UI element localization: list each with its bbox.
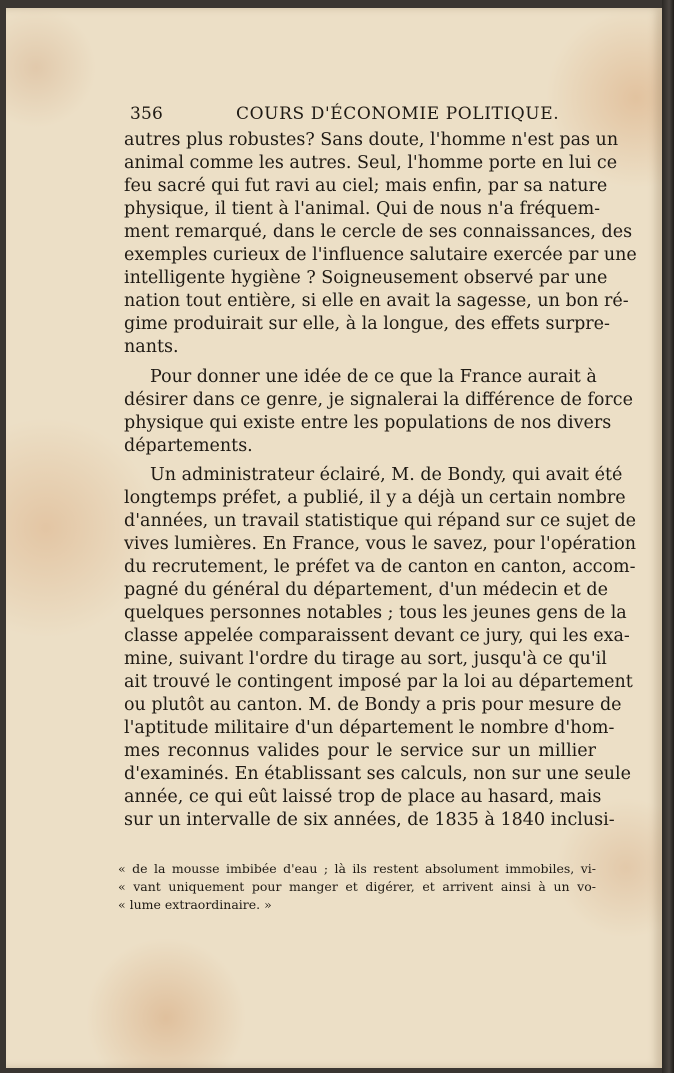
text-line: ait trouvé le contingent imposé par la loi au département bbox=[124, 672, 633, 692]
text-line: quelques personnes notables ; tous les jeunes gens de la bbox=[124, 603, 627, 623]
text-line: d'années, un travail statistique qui répand sur ce sujet de bbox=[124, 511, 637, 531]
page-header bbox=[130, 104, 600, 128]
text-line: d'examinés. En établissant ses calculs, non sur une seule bbox=[124, 764, 632, 784]
book-spine-edge bbox=[662, 0, 674, 1073]
footnote-line: « de la mousse imbibée d'eau ; là ils restent absolument immobiles, vi- bbox=[118, 861, 596, 876]
text-line: mes reconnus valides pour le service sur un millier bbox=[124, 741, 596, 761]
text-line: année, ce qui eût laissé trop de place au hasard, mais bbox=[124, 787, 602, 807]
footnote-line: « vant uniquement pour manger et digérer, et arrivent ainsi à un vo- bbox=[118, 879, 596, 894]
text-line: classe appelée comparaissent devant ce jury, qui les exa- bbox=[124, 626, 630, 646]
text-line: nants. bbox=[124, 337, 179, 357]
text-line: exemples curieux de l'influence salutaire exercée par une bbox=[124, 245, 637, 265]
text-line: sur un intervalle de six années, de 1835 à 1840 inclusi- bbox=[124, 810, 615, 830]
text-line: animal comme les autres. Seul, l'homme porte en lui ce bbox=[124, 153, 618, 173]
text-line: l'aptitude militaire d'un département le nombre d'hom- bbox=[124, 718, 615, 738]
text-line: gime produirait sur elle, à la longue, des effets surpre- bbox=[124, 314, 610, 334]
text-line: Un administrateur éclairé, M. de Bondy, qui avait été bbox=[150, 465, 623, 485]
text-line: feu sacré qui fut ravi au ciel; mais enfin, par sa nature bbox=[124, 176, 608, 196]
text-line: du recrutement, le préfet va de canton en canton, accom- bbox=[124, 557, 636, 577]
text-line: désirer dans ce genre, je signalerai la différence de force bbox=[124, 390, 633, 410]
text-line: pagné du général du département, d'un médecin et de bbox=[124, 580, 608, 600]
text-line: longtemps préfet, a publié, il y a déjà un certain nombre bbox=[124, 488, 626, 508]
page-number: 356 bbox=[130, 104, 164, 124]
running-title: COURS D'ÉCONOMIE POLITIQUE. bbox=[236, 104, 560, 124]
text-line: Pour donner une idée de ce que la France aurait à bbox=[150, 367, 597, 387]
text-line: physique, il tient à l'animal. Qui de nous n'a fréquem- bbox=[124, 199, 601, 219]
text-line: ment remarqué, dans le cercle de ses connaissances, des bbox=[124, 222, 633, 242]
text-line: nation tout entière, si elle en avait la sagesse, un bon ré- bbox=[124, 291, 629, 311]
text-line: physique qui existe entre les populations de nos divers bbox=[124, 413, 612, 433]
footnote-line: « lume extraordinaire. » bbox=[118, 897, 272, 912]
text-line: autres plus robustes? Sans doute, l'homme n'est pas un bbox=[124, 130, 619, 150]
text-line: ou plutôt au canton. M. de Bondy a pris pour mesure de bbox=[124, 695, 622, 715]
text-line: vives lumières. En France, vous le savez, pour l'opération bbox=[124, 534, 637, 554]
text-line: départements. bbox=[124, 436, 253, 456]
text-line: mine, suivant l'ordre du tirage au sort, jusqu'à ce qu'il bbox=[124, 649, 607, 669]
text-line: intelligente hygiène ? Soigneusement observé par une bbox=[124, 268, 608, 288]
